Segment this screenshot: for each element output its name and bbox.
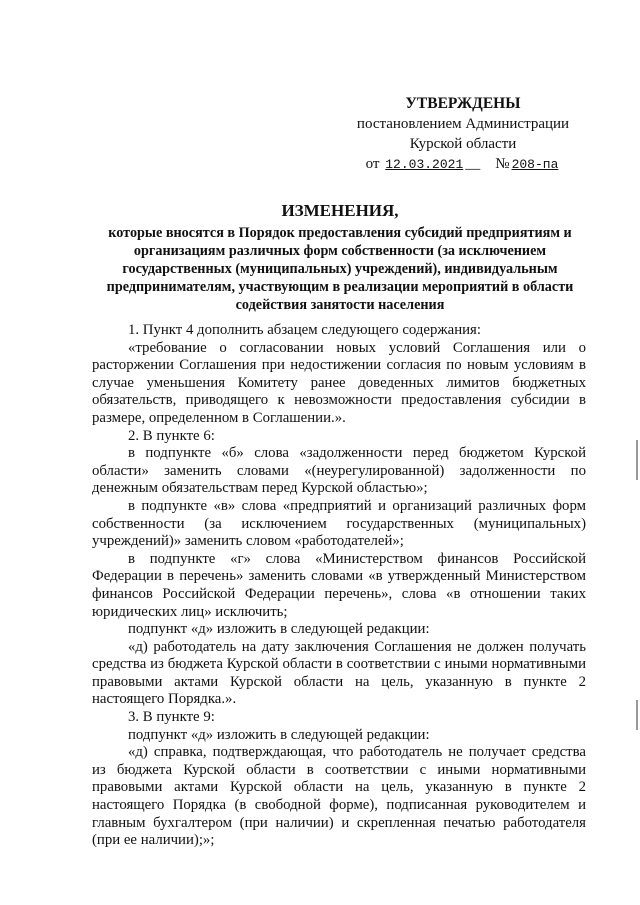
document-body: [92, 322, 586, 850]
paragraph-2: «требование о согласовании новых условий Соглашения или о расторжении Соглашения при недостижении согласия по новым условиям в случае уменьшения Комитету ранее доведенных лимитов бюджетных обязательств, приводящего к невозможности предоставления субсидии в размере, определенном в Соглашении.».: [92, 339, 586, 426]
date-value: 12.03.2021: [385, 157, 464, 172]
approval-line-2: Курской области: [409, 136, 517, 152]
document-title: ИЗМЕНЕНИЯ,: [281, 201, 399, 220]
document-heading: [92, 200, 588, 314]
approved-title: УТВЕРЖДЕНЫ: [405, 95, 521, 112]
paragraph-10: подпункт «д» изложить в следующей редакции:: [128, 726, 430, 743]
paragraph-4: в подпункте «б» слова «задолженности перед бюджетом Курской области» заменить словами «(неурегулированной) задолженности по денежным обязательствам перед Курской областью»;: [92, 445, 586, 497]
paragraph-7: подпункт «д» изложить в следующей редакции:: [128, 621, 430, 638]
approval-date-line: [348, 154, 578, 175]
paragraph-9: 3. В пункте 9:: [128, 709, 215, 726]
paragraph-11: «д) справка, подтверждающая, что работодатель не получает средства из бюджета Курской области в соответствии с иными нормативными правовыми актами Курской области на цель, указанную в пункте 2 настоящего Порядка (в свободной форме), подписанная руководителем и главным бухгалтером (при наличии) и скрепленная печатью работодателя (при ее наличии);»;: [92, 744, 586, 849]
approval-block: [348, 94, 578, 175]
document-subtitle: которые вносятся в Порядок предоставления субсидий предприятиям и организациям различных форм собственности (за исключением государственных (муниципальных) учреждений), индивидуальным предпринимателям, участвующим в реализации мероприятий в области содействия занятости населения: [106, 225, 574, 313]
scan-edge-mark: [636, 700, 638, 730]
date-prefix: от: [365, 156, 380, 172]
date-tail: __: [465, 156, 481, 172]
paragraph-8: «д) работодатель на дату заключения Соглашения не должен получать средства из бюджета Курской области в соответствии с иными нормативными правовыми актами Курской области на цель, указанную в пункте 2 настоящего Порядка.».: [92, 638, 586, 708]
paragraph-3: 2. В пункте 6:: [128, 427, 215, 444]
number-value: 208-па: [511, 157, 559, 172]
approval-line-1: постановлением Администрации: [356, 116, 570, 132]
paragraph-5: в подпункте «в» слова «предприятий и организаций различных форм собственности (за исключением государственных (муниципальных) учреждений)» заменить словом «работодателей»;: [92, 497, 586, 550]
number-prefix: №: [495, 156, 510, 172]
paragraph-6: в подпункте «г» слова «Министерством финансов Российской Федерации в перечень» заменить словами «в утвержденный Министерством финансов Российской Федерации перечень», слова «в отношении таких юридических лиц» исключить;: [92, 550, 586, 620]
paragraph-1: 1. Пункт 4 дополнить абзацем следующего содержания:: [128, 322, 481, 338]
scan-edge-mark: [636, 440, 638, 480]
